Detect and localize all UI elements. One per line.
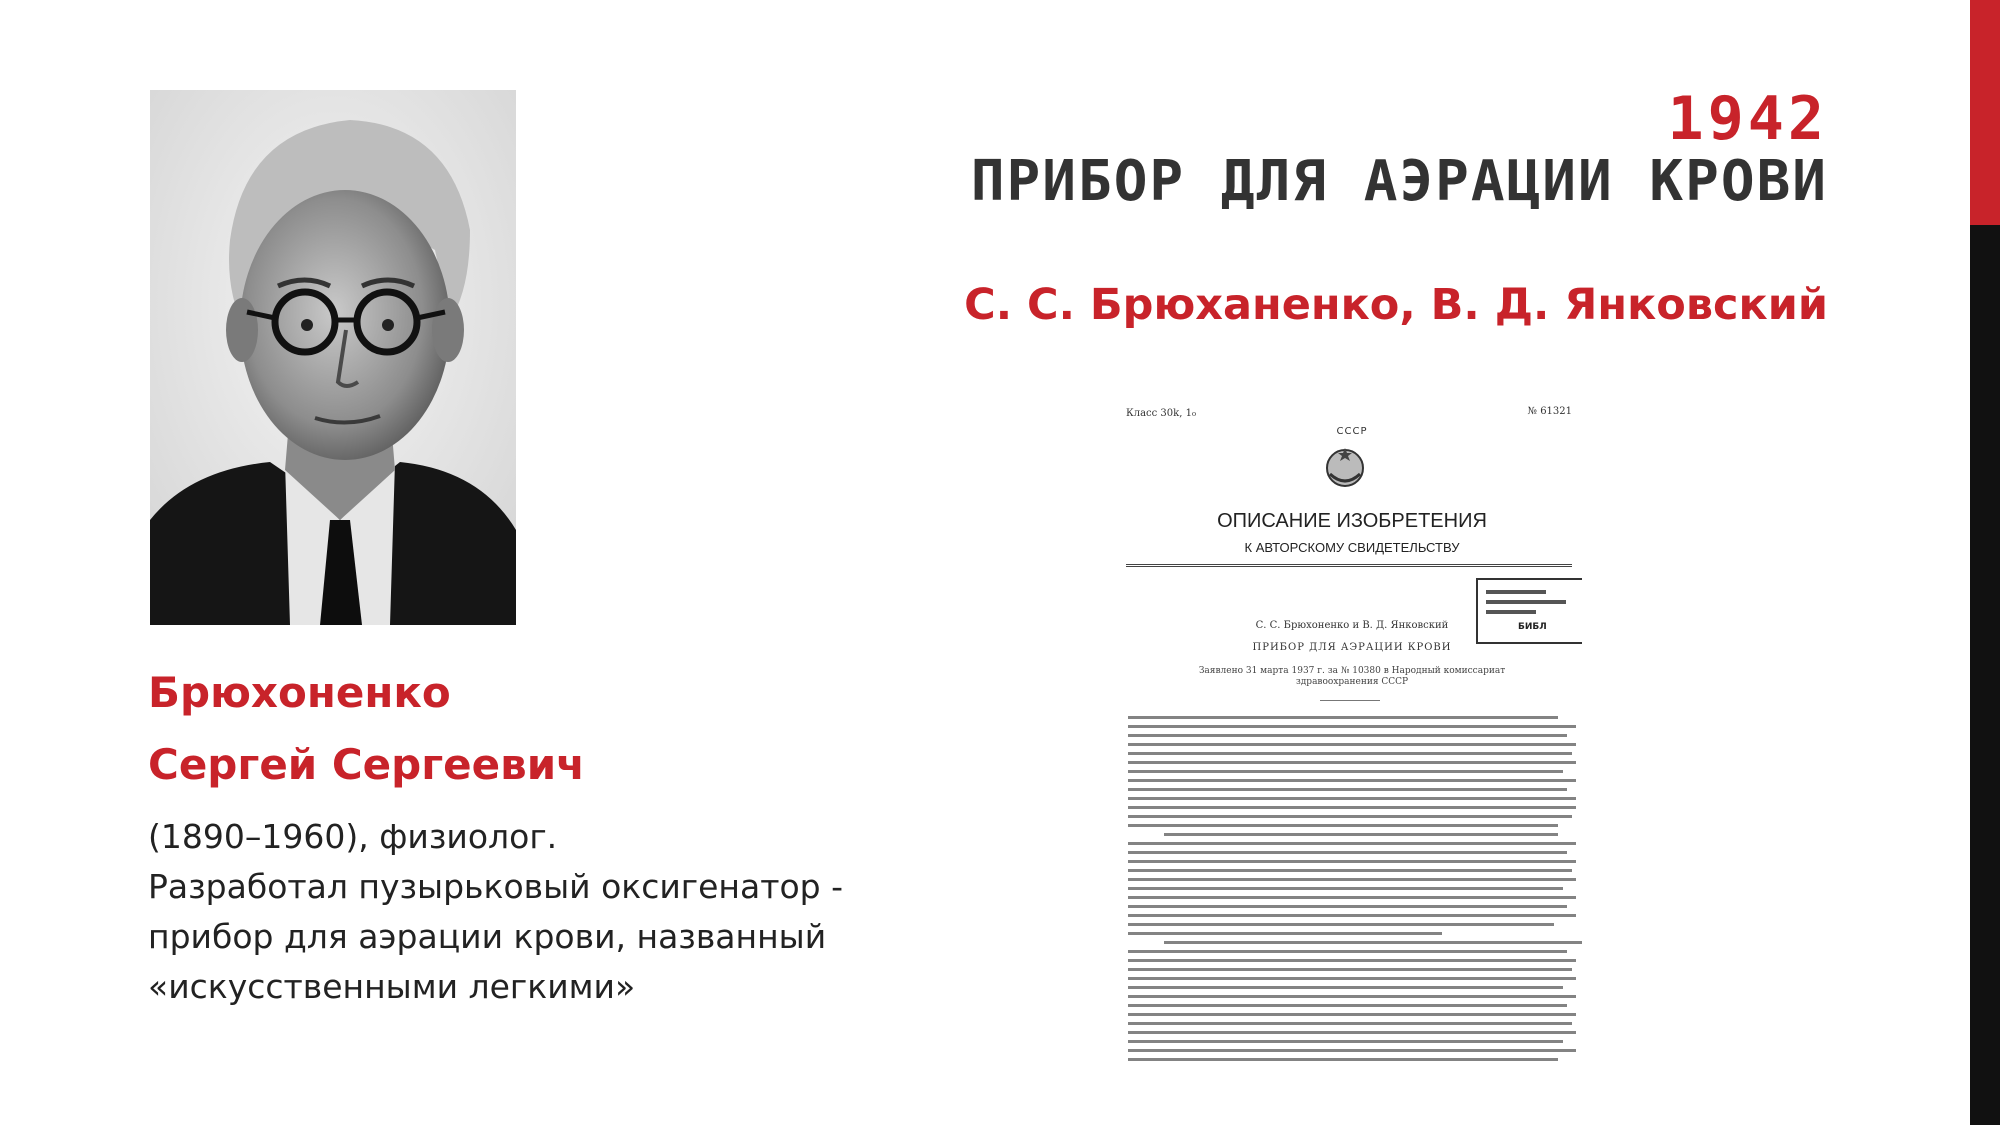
doc-text-line xyxy=(1128,779,1576,782)
person-given-names: Сергей Сергеевич xyxy=(148,740,585,789)
doc-text-line xyxy=(1128,1049,1576,1052)
ussr-emblem-icon xyxy=(1322,444,1368,490)
portrait-photo xyxy=(150,90,516,625)
doc-text-line xyxy=(1128,815,1572,818)
doc-text-line xyxy=(1128,851,1567,854)
doc-subtitle: К АВТОРСКОМУ СВИДЕТЕЛЬСТВУ xyxy=(1244,540,1460,555)
doc-text-line xyxy=(1164,941,1582,944)
doc-short-rule xyxy=(1320,700,1380,701)
authors-line: С. С. Брюханенко, В. Д. Янковский xyxy=(964,280,1828,330)
doc-invention-name: ПРИБОР ДЛЯ АЭРАЦИИ КРОВИ xyxy=(1252,642,1452,653)
doc-text-line xyxy=(1128,887,1563,890)
bio-line: (1890–1960), физиолог. xyxy=(148,817,558,856)
doc-class-label: Класс 30k, 1₀ xyxy=(1126,408,1196,419)
doc-text-line xyxy=(1128,1004,1567,1007)
doc-text-line xyxy=(1128,788,1567,791)
doc-text-line xyxy=(1128,995,1576,998)
person-bio xyxy=(148,812,848,1012)
doc-text-line xyxy=(1128,1013,1576,1016)
page-title: ПРИБОР ДЛЯ АЭРАЦИИ КРОВИ xyxy=(970,149,1828,214)
doc-body-text xyxy=(1128,716,1576,1066)
doc-text-line xyxy=(1128,905,1567,908)
doc-text-line xyxy=(1164,833,1558,836)
doc-text-line xyxy=(1128,923,1554,926)
year-heading: 1942 xyxy=(1667,84,1828,154)
doc-text-line xyxy=(1128,1040,1563,1043)
doc-text-line xyxy=(1128,770,1563,773)
edge-accent-red xyxy=(1970,0,2000,225)
doc-text-line xyxy=(1128,761,1576,764)
edge-accent-black xyxy=(1970,225,2000,1125)
doc-text-line xyxy=(1128,797,1576,800)
doc-text-line xyxy=(1128,842,1576,845)
patent-document-image xyxy=(1122,398,1582,1066)
bio-line: Разработал пузырьковый оксигенатор - xyxy=(148,867,843,906)
doc-text-line xyxy=(1128,734,1567,737)
doc-filing-info: Заявлено 31 марта 1937 г. за № 10380 в Народный комиссариат здравоохранения СССР xyxy=(1198,666,1506,687)
doc-divider xyxy=(1126,564,1572,567)
doc-text-line xyxy=(1128,950,1567,953)
doc-text-line xyxy=(1128,1022,1572,1025)
doc-text-line xyxy=(1128,914,1576,917)
doc-text-line xyxy=(1128,725,1576,728)
doc-text-line xyxy=(1128,860,1576,863)
doc-text-line xyxy=(1128,932,1442,935)
doc-text-line xyxy=(1128,878,1576,881)
doc-country: СССР xyxy=(1336,426,1368,437)
doc-text-line xyxy=(1128,752,1572,755)
bio-line: «искусственными легкими» xyxy=(148,967,636,1006)
doc-text-line xyxy=(1128,896,1576,899)
stamp-label: БИБЛ xyxy=(1518,622,1547,632)
doc-text-line xyxy=(1128,743,1576,746)
doc-text-line xyxy=(1128,977,1576,980)
doc-text-line xyxy=(1128,824,1558,827)
doc-text-line xyxy=(1128,986,1563,989)
doc-title: ОПИСАНИЕ ИЗОБРЕТЕНИЯ xyxy=(1217,510,1487,532)
bio-line: прибор для аэрации крови, названный xyxy=(148,917,827,956)
doc-text-line xyxy=(1128,1031,1576,1034)
doc-number: № 61321 xyxy=(1527,406,1572,417)
doc-text-line xyxy=(1128,806,1576,809)
doc-authors: С. С. Брюхоненко и В. Д. Янковский xyxy=(1255,620,1449,631)
doc-text-line xyxy=(1128,968,1572,971)
doc-text-line xyxy=(1128,716,1558,719)
library-stamp xyxy=(1476,578,1582,644)
doc-text-line xyxy=(1128,869,1572,872)
doc-text-line xyxy=(1128,1058,1558,1061)
person-surname: Брюхоненко xyxy=(148,668,451,717)
doc-text-line xyxy=(1128,959,1576,962)
